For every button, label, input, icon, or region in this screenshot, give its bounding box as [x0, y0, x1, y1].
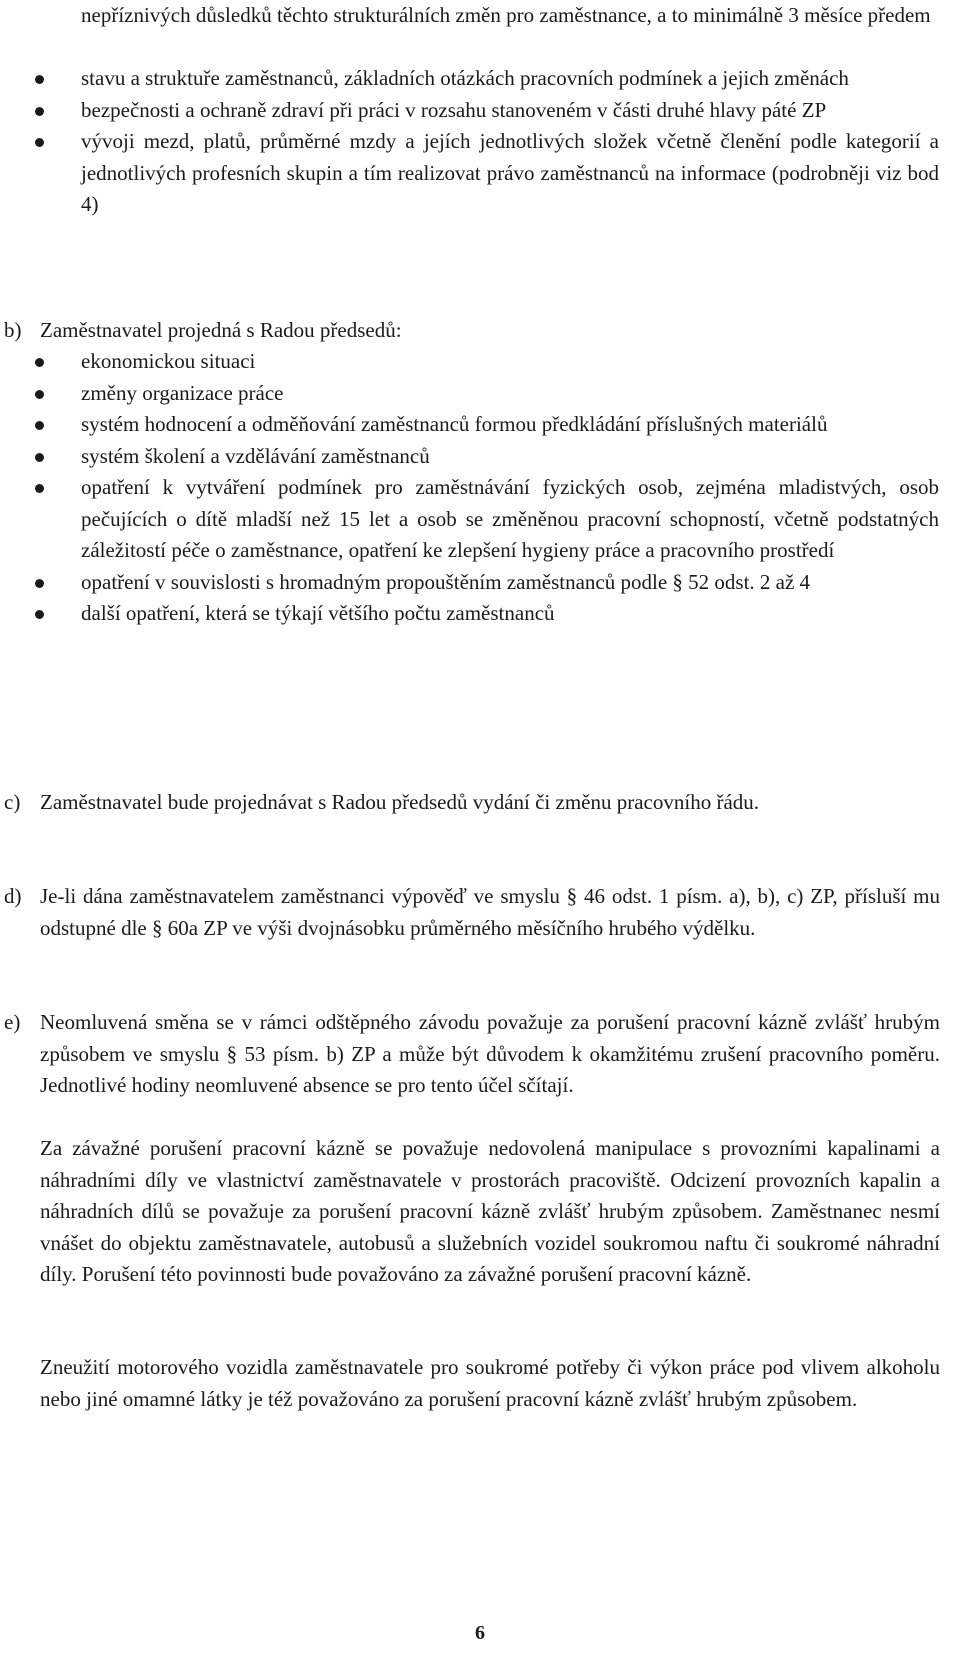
section-b-bullet-list — [0, 346, 960, 630]
section-e-paragraph-3: Zneužití motorového vozidla zaměstnavatele pro soukromé potřeby či výkon práce pod vlivem alkoholu nebo jiné omamné látky je též považováno za porušení pracovní kázně zvlášť hrubým způsobem. — [40, 1355, 940, 1411]
list-item: opatření v souvislosti s hromadným propouštěním zaměstnanců podle § 52 odst. 2 až 4 — [0, 567, 939, 599]
bullet-icon — [35, 579, 44, 588]
section-d-label: d) — [4, 884, 22, 908]
section-e-label: e) — [4, 1010, 21, 1034]
list-item: změny organizace práce — [0, 378, 939, 410]
list-item: systém školení a vzdělávání zaměstnanců — [0, 441, 939, 473]
section-e-paragraph-1: Neomluvená směna se v rámci odštěpného závodu považuje za porušení pracovní kázně zvlášť hrubým způsobem ve smyslu § 53 písm. b) ZP a může být důvodem k okamžitému zrušení pracovního poměru. Jednotlivé hodiny neomluvené absence se pro tento účel sčítají. — [40, 1010, 940, 1097]
top-bullet-list — [0, 63, 960, 221]
continuation-text: nepříznivých důsledků těchto strukturálních změn pro zaměstnance, a to minimálně 3 měsíce předem — [81, 3, 931, 27]
list-item: bezpečnosti a ochraně zdraví při práci v rozsahu stanoveném v části druhé hlavy páté ZP — [0, 95, 939, 127]
bullet-icon — [35, 75, 44, 84]
list-item: další opatření, která se týkají většího počtu zaměstnanců — [0, 598, 939, 630]
bullet-icon — [35, 138, 44, 147]
bullet-icon — [35, 610, 44, 619]
list-item: opatření k vytváření podmínek pro zaměstnávání fyzických osob, zejména mladistvých, osob pečujících o dítě mladší než 15 let a osob se změněnou pracovní schopností, včetně podstatných záležitostí péče o zaměstnance, opatření ke zlepšení hygieny práce a pracovního prostředí — [0, 472, 939, 567]
section-d-text: Je-li dána zaměstnavatelem zaměstnanci výpověď ve smyslu § 46 odst. 1 písm. a), b), c) ZP, přísluší mu odstupné dle § 60a ZP ve výši dvojnásobku průměrného měsíčního hrubého výdělku. — [40, 884, 940, 940]
list-item: systém hodnocení a odměňování zaměstnanců formou předkládání příslušných materiálů — [0, 409, 939, 441]
bullet-icon — [35, 107, 44, 116]
bullet-icon — [35, 421, 44, 430]
page-number: 6 — [475, 1622, 485, 1644]
section-b-label: b) — [4, 318, 22, 342]
list-item: ekonomickou situaci — [0, 346, 939, 378]
bullet-icon — [35, 390, 44, 399]
bullet-icon — [35, 484, 44, 493]
section-c-text: Zaměstnavatel bude projednávat s Radou předsedů vydání či změnu pracovního řádu. — [40, 790, 760, 814]
section-c-label: c) — [4, 790, 21, 814]
section-e-paragraph-2: Za závažné porušení pracovní kázně se považuje nedovolená manipulace s provozními kapalinami a náhradními díly ve vlastnictví zaměstnavatele v prostorách pracoviště. Odcizení provozních kapalin a náhradních dílů se považuje za porušení pracovní kázně zvlášť hrubým způsobem. Zaměstnanec nesmí vnášet do objektu zaměstnavatele, autobusů a služebních vozidel soukromou naftu či soukromé náhradní díly. Porušení této povinnosti bude považováno za závažné porušení pracovní kázně. — [40, 1136, 940, 1286]
section-b-heading: Zaměstnavatel projedná s Radou předsedů: — [40, 318, 402, 342]
list-item: stavu a struktuře zaměstnanců, základních otázkách pracovních podmínek a jejich změnách — [0, 63, 939, 95]
list-item: vývoji mezd, platů, průměrné mzdy a jejích jednotlivých složek včetně členění podle kategorií a jednotlivých profesních skupin a tím realizovat právo zaměstnanců na informace (podrobněji viz bod 4) — [0, 126, 939, 221]
bullet-icon — [35, 453, 44, 462]
bullet-icon — [35, 358, 44, 367]
